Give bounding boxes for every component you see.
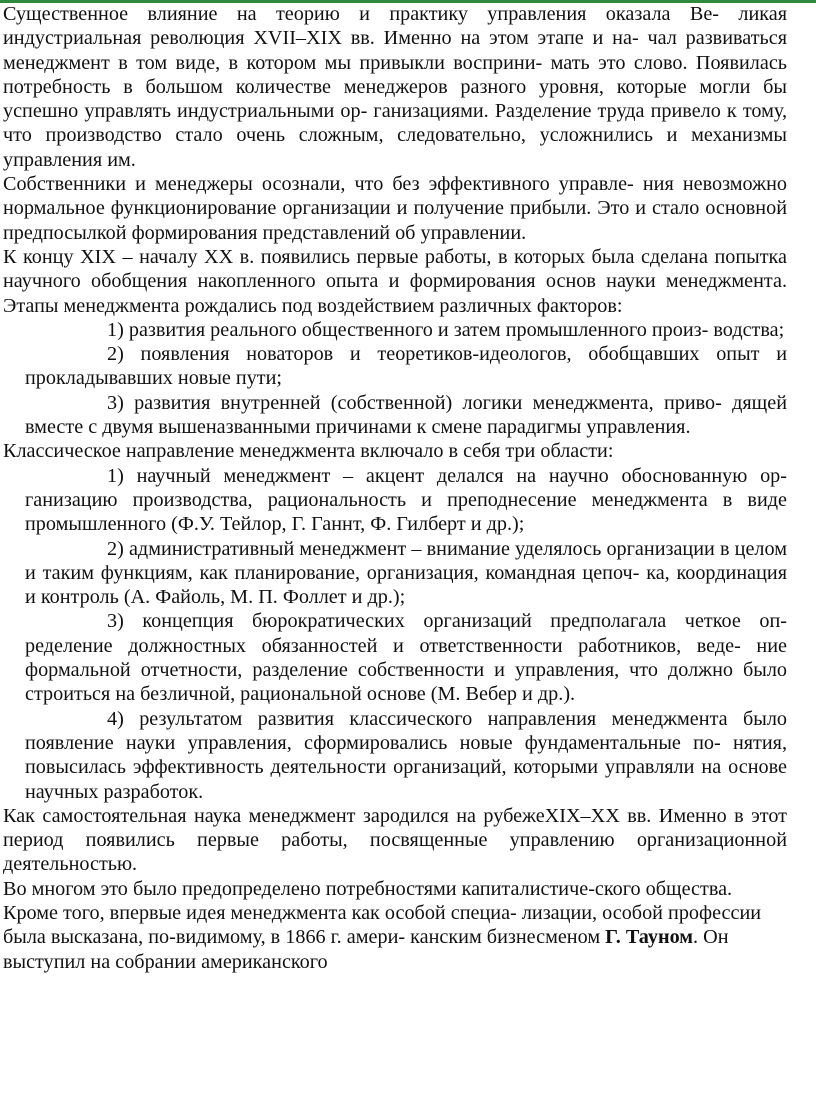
paragraph-taun [3,877,787,974]
paragraph-taun-text-start: Во многом это было предопределено потребностями капиталистиче-ского общества. Кроме того, впервые идея менеджмента как особой специа- лизации, особой профессии была высказана, по-видимому, в 1866 г. амери- канским бизнесменом [3,877,762,949]
document-page [3,2,787,974]
factor-item-2: 2) появления новаторов и теоретиков-идеологов, обобщавших опыт и прокладывавших новые пути; [25,343,787,390]
paragraph-independent-science: Как самостоятельная наука менеджмент зародился на рубежеXIX–XX вв. Именно в этот период появились первые работы, посвященные управлению организационной деятельностью. [3,804,787,876]
factors-list [3,318,787,439]
classical-areas-list [3,464,787,804]
classical-area-item-2: 2) административный менеджмент – внимание уделялось организации в целом и таким функциям, как планирование, организация, командная цепоч- ка, координация и контроль (А. Файоль, М. П. Фоллет и др.); [25,537,787,609]
paragraph-first-works: К концу XIX – началу XX в. появились первые работы, в которых была сделана попытка научного обобщения накопленного опыта и формирования основ науки менеджмента. Этапы менеджмента рождались под воздействием различных факторов: [3,245,787,317]
paragraph-owners-and-managers: Собственники и менеджеры осознали, что без эффективного управле- ния невозможно нормальное функционирование организации и получение прибыли. Это и стало основной предпосылкой формирования представлений об управлении. [3,173,787,244]
factor-item-3: 3) развития внутренней (собственной) логики менеджмента, приво- дящей вместе с двумя вышеназванными причинами к смене парадигмы управления. [25,391,787,439]
paragraph-taun-text-end: . Он выступил на собрании американского [3,926,729,973]
paragraph-classical-direction: Классическое направление менеджмента включало в себя три области: [3,440,614,463]
classical-area-item-4: 4) результатом развития классического направления менеджмента было появление науки управления, сформировались новые фундаментальные по- нятия, повысилась эффективность деятельности организаций, которыми управляли на основе научных разработок. [25,707,787,803]
classical-area-item-1: 1) научный менеджмент – акцент делался на научно обоснованную ор- ганизацию производства, рациональность и преподнесение менеджмента в виде промышленного (Ф.У. Тейлор, Г. Ганнт, Ф. Гилберт и др.); [25,464,787,536]
taun-name-bold: Г. Тауном [605,926,694,949]
factor-item-1: 1) развития реального общественного и затем промышленного произ- водства; [107,318,785,341]
classical-area-item-3: 3) концепция бюрократических организаций предполагала четкое оп- ределение должностных обязанностей и ответственности работников, веде- ние формальной отчетности, разделение собственности и управления, что должно было строиться на безличной, рациональной основе (М. Вебер и др.). [25,610,787,706]
paragraph-industrial-revolution: Существенное влияние на теорию и практику управления оказала Ве- ликая индустриальная революция XVII–XIX вв. Именно на этом этапе и на- чал развиваться менеджмент в том виде, в котором мы привыкли восприни- мать это слово. Появилась потребность в большом количестве менеджеров разного уровня, которые могли бы успешно управлять индустриальными ор- ганизациями. Разделение труда привело к тому, что производство стало очень сложным, следовательно, усложнились и механизмы управления им. [3,3,787,171]
